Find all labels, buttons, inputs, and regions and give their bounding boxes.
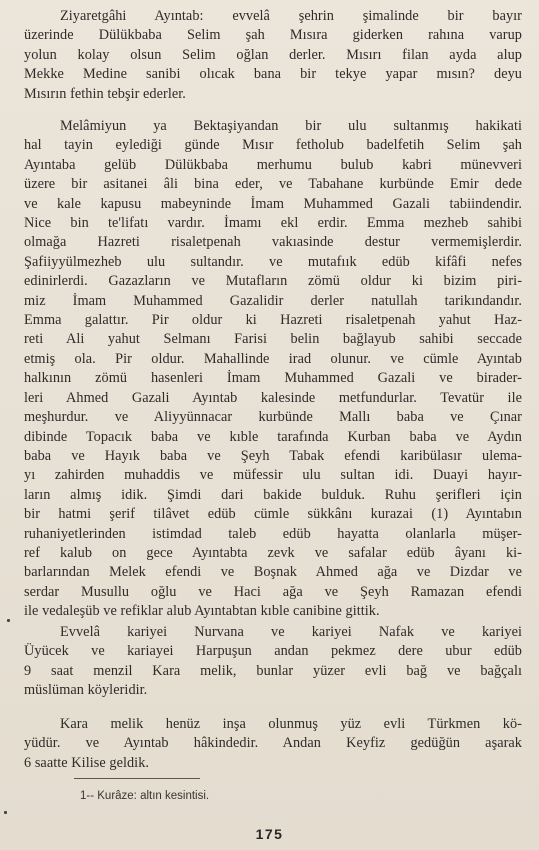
text-line: serdar Musullu oğlu ve Haci ağa ve Şeyh Ramazan efendi xyxy=(24,583,522,600)
text-line: Ziyaretgâhi Ayıntab: evvelâ şehrin şimalinde bir bayır xyxy=(60,8,522,24)
text-line: miz İmam Muhammed Gazalidir derler natullah tarikındandır. xyxy=(24,292,522,309)
text-line: üzerinde Dülükbaba Selim şah Mısıra giderken rahına varup xyxy=(24,27,522,44)
text-line: üzere bir asitanei âli bina eder, ve Tabahane kurbünde Emir dede xyxy=(24,176,522,193)
text-line: ruhaniyetlerinden istimdad taleb edüb hayatta olanlarla müşer- xyxy=(24,525,522,542)
paragraph-2 xyxy=(24,117,522,622)
text-line: ile vedaleşüb ve refiklar alub Ayıntabtan kıble canibine gittik. xyxy=(24,603,380,620)
text-line: 6 saatte Kilise geldik. xyxy=(24,754,150,771)
margin-mark xyxy=(4,811,7,814)
text-line: Üyücek ve kariayei Harpuşun andan pekmez dere ubur edüb xyxy=(24,643,522,660)
page-number: 175 xyxy=(255,826,284,842)
text-line: olmağa Hazreti risaletpenah vakıasinde destur vermemişlerdir. xyxy=(24,234,522,251)
text-line: Evvelâ kariyei Nurvana ve kariyei Nafak ve kariyei xyxy=(60,624,522,640)
text-line: barlarından Melek efendi ve Boşnak Ahmed ağa ve Dizdar ve xyxy=(24,564,522,581)
paragraph-3 xyxy=(24,623,522,701)
text-line: yolun kolay olsun Selim oğlan derler. Mısırı filan ayda alup xyxy=(24,46,522,63)
footnote-divider xyxy=(74,778,200,779)
text-line: meşhurdur. ve Aliyyünnacar kurbünde Mallı baba ve Çınar xyxy=(24,409,522,426)
text-line: leri Ahmed Gazali Ayıntab kalesinde metfundurlar. Tevatür ile xyxy=(24,389,522,406)
text-line: Mısırın fethin tebşir ederler. xyxy=(24,85,186,102)
text-line: hal tayin eylediği günde Mısır fetholub badelfetih Selim şah xyxy=(24,137,522,154)
text-line: etmiş ola. Pir oldur. Mahallinde irad olunur. ve cümle Ayıntab xyxy=(24,350,522,367)
text-line: Emma galattır. Pir oldur ki Hazreti risaletpenah yahut Haz- xyxy=(24,312,522,329)
text-line: Melâmiyun ya Bektaşiyandan bir ulu sultanmış hakikati xyxy=(60,118,522,134)
text-line: ref kalub on gece Ayıntabta zevk ve safalar edüb âyanı ki- xyxy=(24,544,522,561)
text-line: halkının zömü hasenleri İmam Muhammed Gazali ve birader- xyxy=(24,370,522,387)
paragraph-1 xyxy=(24,7,522,104)
text-line: baba ve Hayık baba ve Şeyh Tabak efendi karibülasır ulema- xyxy=(24,447,522,464)
text-line: ve kale kapusu mabeyninde İmam Muhammed Gazali tabiindendir. xyxy=(24,195,522,212)
text-line: edinirlerdi. Gazazların ve Mutafların zömü oldur ki bizim piri- xyxy=(24,273,522,290)
text-line: Ayıntaba gelüb Dülükbaba merhumu bulub kabri münevveri xyxy=(24,156,522,173)
paragraph-4 xyxy=(24,715,522,773)
text-line: Mekke Medine sanibi olıcak bana bir tekye yapar mısın? deyu xyxy=(24,66,522,83)
text-line: yı zahirden muhaddis ve müfessir ulu sultan idi. Duayi hayır- xyxy=(24,467,522,484)
text-line: reti Ali yahut Selmanı Farisi belin bağlayub sahibi seccade xyxy=(24,331,522,348)
text-line: bir hatmi şerif tilâvet edüb cümle sükkânı kurazai (1) Ayıntabın xyxy=(24,506,522,523)
text-line: ların almış idik. Şimdi dari bakide bulduk. Ruhu şerifleri için xyxy=(24,486,522,503)
footnote: 1-- Kurâze: altın kesintisi. xyxy=(80,790,210,802)
margin-mark xyxy=(7,619,10,622)
text-line: Nice bin te'lifatı vardır. İmamı ekl erdir. Emma mezheb sahibi xyxy=(24,215,522,232)
text-line: müslüman köyleridir. xyxy=(24,682,148,699)
text-line: 9 saat menzil Kara melik, bunlar yüzer evli bağ ve bağçalı xyxy=(24,662,522,679)
text-line: dibinde Topacık baba ve kıble tarafında Kurban baba ve Aydın xyxy=(24,428,522,445)
text-line: Kara melik henüz inşa olunmuş yüz evli Türkmen kö- xyxy=(60,716,522,732)
text-line: yüdür. ve Ayıntab hâkindedir. Andan Keyfiz gedüğün aşarak xyxy=(24,735,522,752)
text-line: Şafiiyyülmezheb ulu sultandır. ve mutafıık edüb kifâfi nefes xyxy=(24,253,522,270)
